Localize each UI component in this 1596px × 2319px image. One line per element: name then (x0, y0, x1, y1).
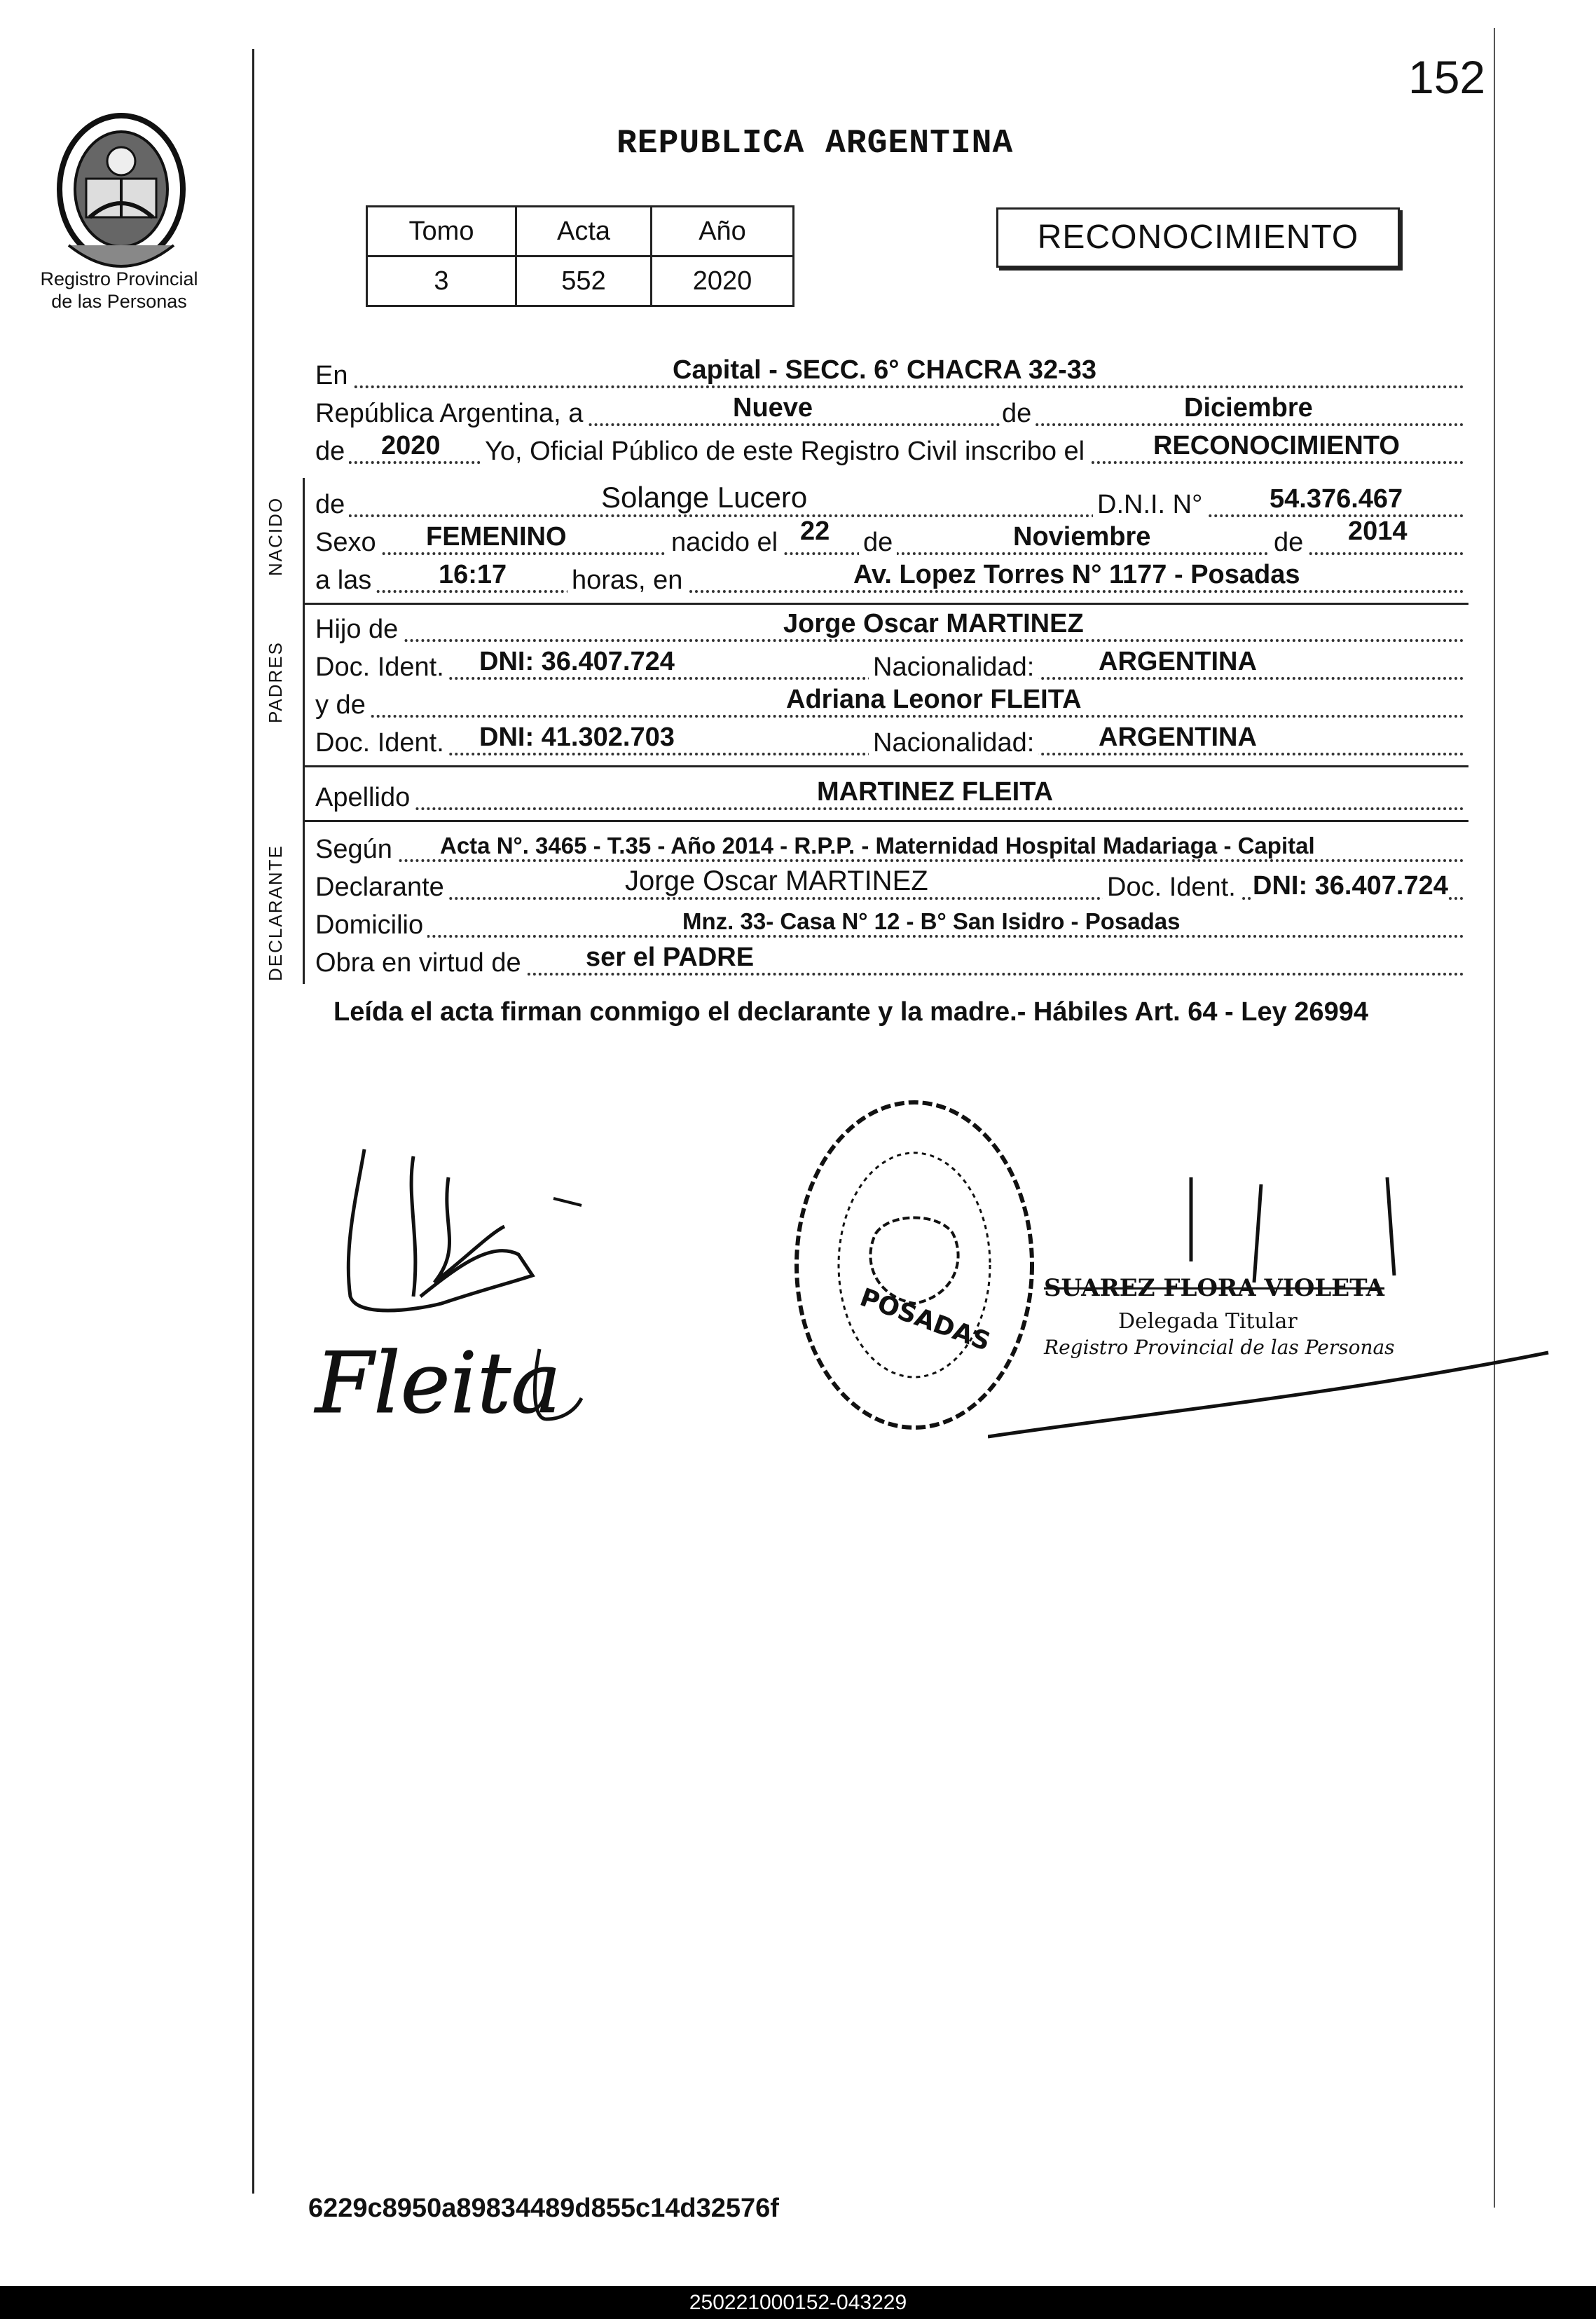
closing-statement: Leída el acta firman conmigo el declarante y la madre.- Hábiles Art. 64 - Ley 26994 (333, 997, 1368, 1027)
tomo-header: Tomo (367, 207, 516, 256)
official-organization: Registro Provincial de las Personas (1044, 1336, 1395, 1359)
father-name: Jorge Oscar MARTINEZ (783, 609, 1084, 638)
anio-value: 2020 (652, 256, 794, 306)
acta-value: 552 (516, 256, 652, 306)
footer-code: 250221000152-043229 (0, 2286, 1596, 2319)
father-nationality: ARGENTINA (1099, 647, 1257, 676)
mother-name: Adriana Leonor FLEITA (786, 685, 1082, 714)
day-value: Nueve (733, 393, 813, 423)
row-nombre: de Solange Lucero D.N.I. N° 54.376.467 (315, 486, 1464, 521)
row-doc-madre: Doc. Ident. DNI: 41.302.703 Nacionalidad: ARGENTINA (315, 725, 1464, 760)
child-name: Solange Lucero (601, 481, 808, 514)
year-value: 2020 (381, 431, 441, 460)
declarant-signature (329, 1135, 596, 1332)
registry-label: Registro Provincial de las Personas (40, 268, 198, 312)
nacido-separator (303, 603, 1468, 605)
row-padre: Hijo de Jorge Oscar MARTINEZ (315, 611, 1464, 646)
acta-header: Acta (516, 207, 652, 256)
father-dni: DNI: 36.407.724 (479, 647, 675, 676)
row-sexo: Sexo FEMENINO nacido el 22 de Noviembre de 2014 (315, 524, 1464, 559)
birth-place: Av. Lopez Torres N° 1177 - Posadas (853, 560, 1300, 589)
inscribo-value: RECONOCIMIENTO (1153, 431, 1400, 460)
act-type-box: RECONOCIMIENTO (996, 207, 1400, 268)
sex-value: FEMENINO (426, 522, 567, 552)
official-role: Delegada Titular (1118, 1309, 1298, 1334)
anio-header: Año (652, 207, 794, 256)
mother-nationality: ARGENTINA (1099, 723, 1257, 752)
declarant-name: Jorge Oscar MARTINEZ (625, 866, 928, 896)
document-title: REPUBLICA ARGENTINA (617, 125, 1014, 163)
month-value: Diciembre (1184, 393, 1313, 423)
svg-text:POSADAS: POSADAS (856, 1282, 994, 1357)
row-doc-padre: Doc. Ident. DNI: 36.407.724 Nacionalidad: ARGENTINA (315, 649, 1464, 684)
padres-separator (303, 765, 1468, 767)
official-name: SUAREZ FLORA VIOLETA (1044, 1274, 1385, 1302)
row-obra: Obra en virtud de ser el PADRE (315, 945, 1464, 980)
row-declarante: Declarante Jorge Oscar MARTINEZ Doc. Ident. DNI: 36.407.724 (315, 869, 1464, 904)
row-en: En Capital - SECC. 6° CHACRA 32-33 (315, 357, 1464, 392)
document-hash: 6229c8950a89834489d855c14d32576f (308, 2194, 779, 2223)
section-label-nacido: NACIDO (265, 496, 286, 576)
section-divider-line (303, 478, 305, 984)
page-number: 152 (1408, 51, 1486, 103)
birth-month: Noviembre (1013, 522, 1151, 552)
svg-text:Fleita: Fleita (315, 1335, 561, 1432)
tomo-value: 3 (367, 256, 516, 306)
birth-day: 22 (800, 517, 830, 546)
birth-time: 16:17 (439, 560, 507, 589)
mother-signature (301, 1328, 596, 1447)
left-margin-line (252, 49, 254, 2194)
right-margin-line (1494, 28, 1495, 2208)
row-apellido: Apellido MARTINEZ FLEITA (315, 779, 1464, 814)
place-value: Capital - SECC. 6° CHACRA 32-33 (673, 355, 1097, 385)
misiones-coat-of-arms (55, 112, 188, 273)
birth-year: 2014 (1348, 517, 1408, 546)
address-value: Mnz. 33- Casa N° 12 - B° San Isidro - Posadas (682, 908, 1181, 934)
section-label-padres: PADRES (265, 641, 286, 723)
declarant-dni: DNI: 36.407.724 (1253, 871, 1448, 901)
row-hora: a las 16:17 horas, en Av. Lopez Torres N° 1177 - Posadas (315, 562, 1464, 597)
row-segun: Según Acta N°. 3465 - T.35 - Año 2014 - R.P.P. - Maternidad Hospital Madariaga - Capital (315, 831, 1464, 866)
surname-value: MARTINEZ FLEITA (817, 777, 1054, 807)
row-inscribo: de 2020 Yo, Oficial Público de este Registro Civil inscribo el RECONOCIMIENTO (315, 433, 1464, 468)
section-label-declarante: DECLARANTE (265, 844, 286, 981)
acta-reference-table (366, 205, 794, 307)
row-madre: y de Adriana Leonor FLEITA (315, 687, 1464, 722)
child-dni: 54.376.467 (1270, 484, 1403, 514)
acts-by-virtue-value: ser el PADRE (586, 943, 755, 972)
row-republica: República Argentina, a Nueve de Diciembre (315, 395, 1464, 430)
apellido-separator (303, 820, 1468, 822)
source-value: Acta N°. 3465 - T.35 - Año 2014 - R.P.P. - Maternidad Hospital Madariaga - Capital (440, 833, 1315, 858)
mother-dni: DNI: 41.302.703 (479, 723, 675, 752)
row-domicilio: Domicilio Mnz. 33- Casa N° 12 - B° San Isidro - Posadas (315, 907, 1464, 942)
